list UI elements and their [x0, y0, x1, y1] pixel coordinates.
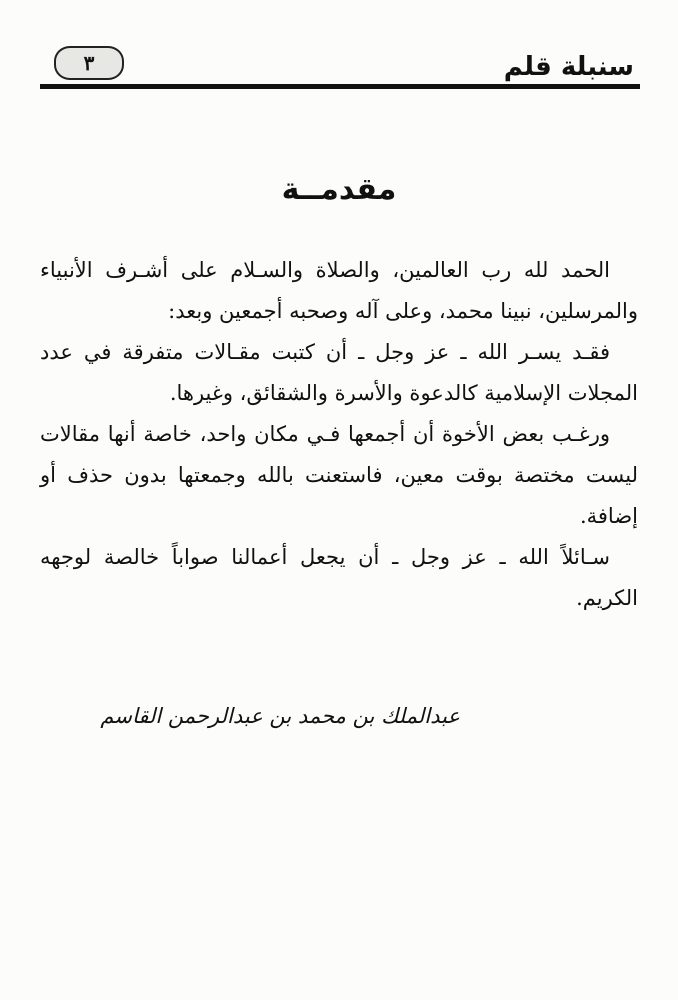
paragraph: سـائلاً الله ـ عز وجل ـ أن يجعل أعمالنا صواباً خالصة لوجهه الكريم.	[40, 545, 638, 610]
paragraph: فقـد يسـر الله ـ عز وجل ـ أن كتبت مقـالات متفرقة في عدد المجلات الإسلامية كالدعوة والأسرة والشقائق، وغيرها.	[40, 340, 638, 405]
chapter-title: مقدمــة	[281, 172, 397, 207]
header-rule	[40, 84, 640, 89]
author-signature: عبدالملك بن محمد بن عبدالرحمن القاسم	[100, 704, 460, 728]
paragraph: ورغـب بعض الأخوة أن أجمعها فـي مكان واحد، خاصة أنها مقالات ليست مختصة بوقت معين، فاستعنت بالله وجمعتها بدون حذف أو إضافة.	[40, 422, 638, 528]
paragraph: الحمد لله رب العالمين، والصلاة والسـلام على أشـرف الأنبياء والمرسلين، نبينا محمد، وعلى آله وصحبه أجمعين وبعد:	[40, 258, 638, 323]
book-title: سنبلة قلم	[503, 52, 634, 82]
page-header	[40, 44, 640, 100]
page-number-badge: ٣	[54, 46, 124, 80]
body-text	[40, 250, 638, 619]
